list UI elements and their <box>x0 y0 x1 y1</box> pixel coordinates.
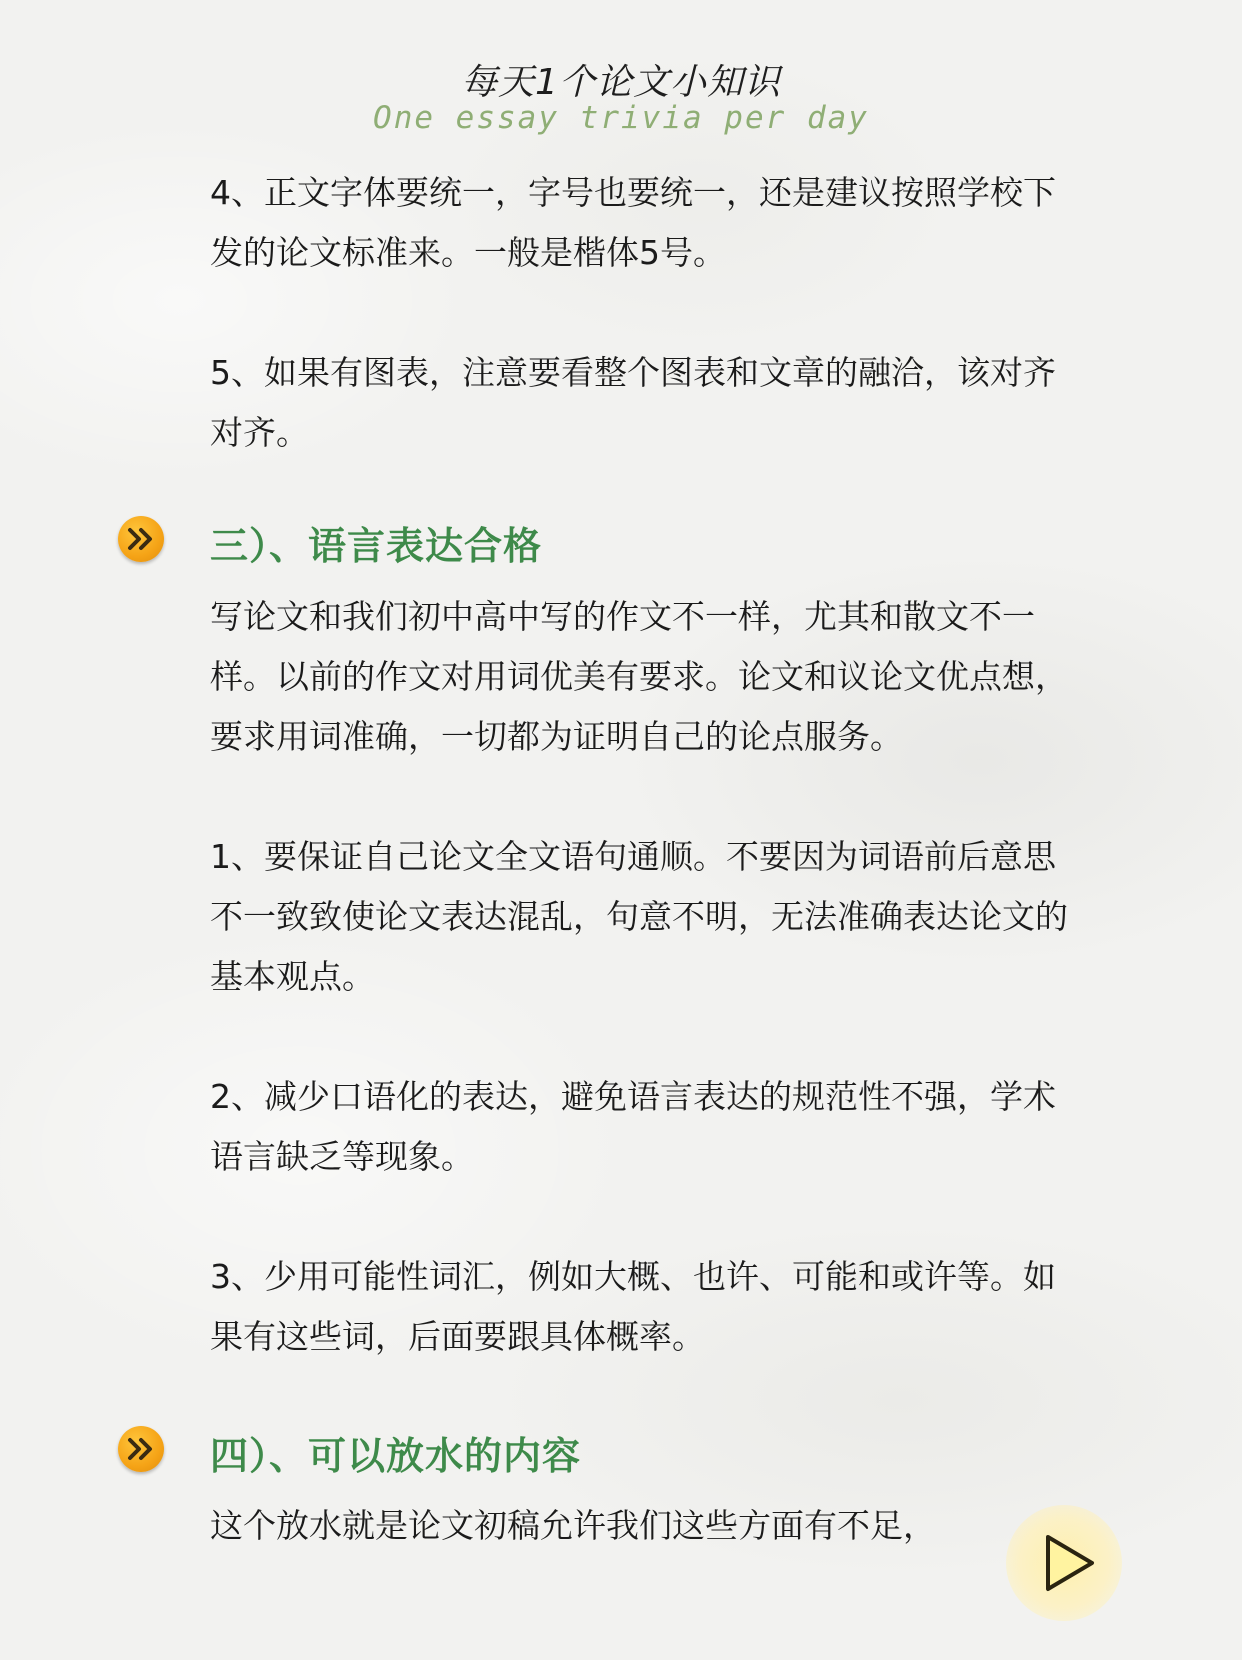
double-chevron-icon <box>118 1426 164 1472</box>
play-icon <box>1040 1531 1100 1595</box>
section-4-intro: 这个放水就是论文初稿允许我们这些方面有不足， <box>210 1506 936 1545</box>
page-title: 每天1个论文小知识 <box>461 62 781 103</box>
paragraph-item-5: 5、如果有图表，注意要看整个图表和文章的融洽，该对齐对齐。 <box>210 353 1056 452</box>
paragraph-item-4: 4、正文字体要统一，字号也要统一，还是建议按照学校下发的论文标准来。一般是楷体5号。 <box>210 173 1056 272</box>
section-3-heading: 三）、语言表达合格 <box>210 524 543 568</box>
page-subtitle: One essay trivia per day <box>373 100 869 136</box>
section-3-item-3: 3、少用可能性词汇，例如大概、也许、可能和或许等。如果有这些词，后面要跟具体概率。 <box>210 1257 1056 1356</box>
section-3-item-1: 1、要保证自己论文全文语句通顺。不要因为词语前后意思不一致致使论文表达混乱，句意不明，无法准确表达论文的基本观点。 <box>210 837 1068 996</box>
play-button[interactable] <box>1006 1505 1122 1621</box>
section-4-heading: 四）、可以放水的内容 <box>210 1434 582 1478</box>
section-3-intro: 写论文和我们初中高中写的作文不一样，尤其和散文不一样。以前的作文对用词优美有要求。论文和议论文优点想，要求用词准确，一切都为证明自己的论点服务。 <box>210 597 1068 756</box>
double-chevron-icon <box>118 516 164 562</box>
section-3-item-2: 2、减少口语化的表达，避免语言表达的规范性不强，学术语言缺乏等现象。 <box>210 1077 1056 1176</box>
